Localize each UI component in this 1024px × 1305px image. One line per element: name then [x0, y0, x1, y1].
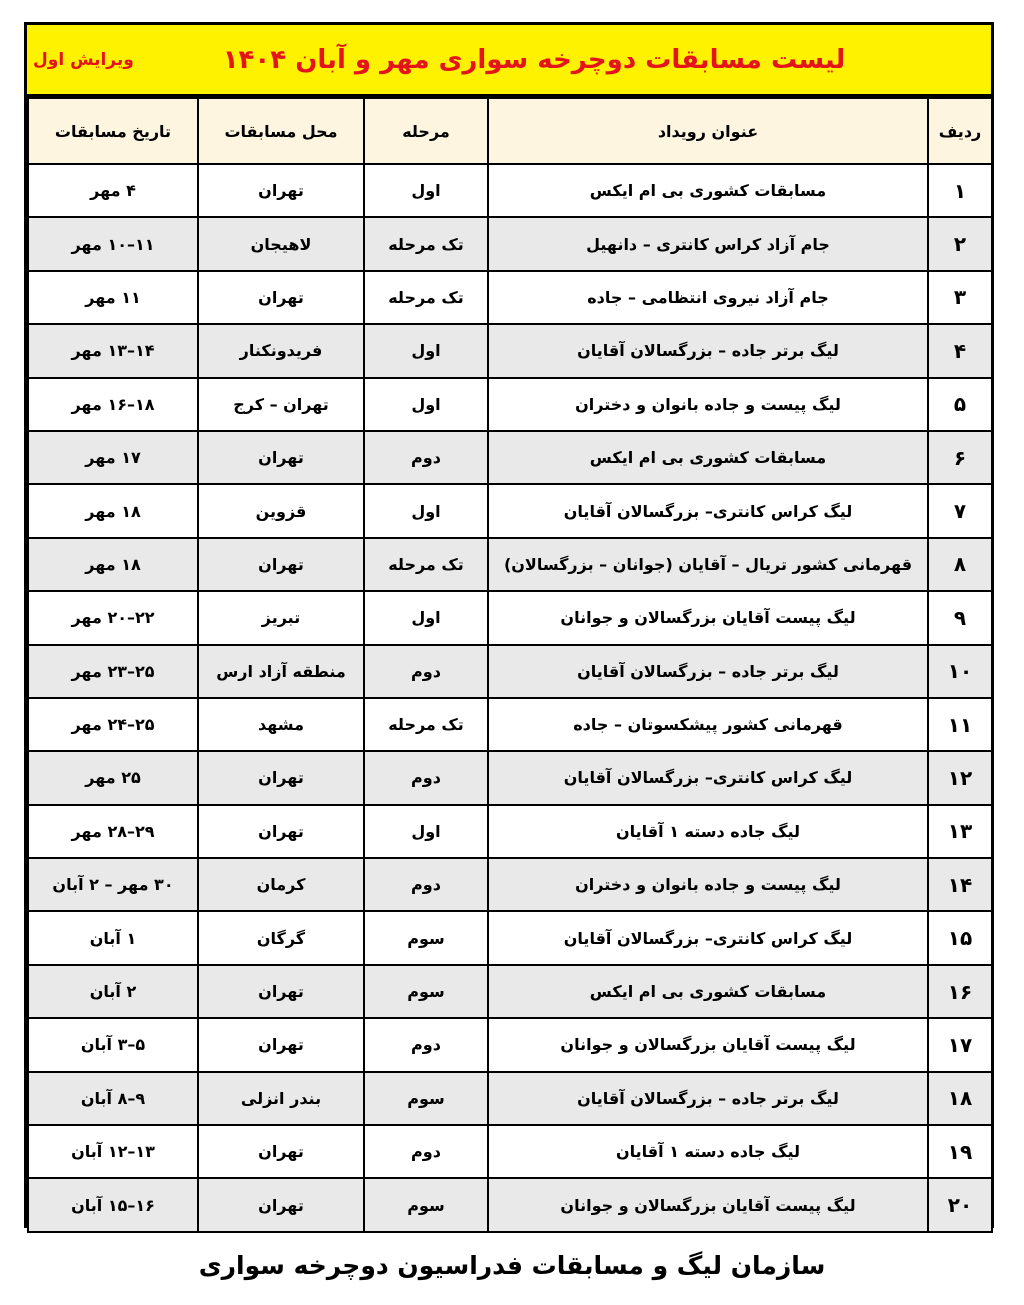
cell-event-title: جام آزاد نیروی انتظامی – جاده	[488, 271, 928, 324]
cell-venue: مشهد	[198, 698, 364, 751]
cell-venue: تهران – کرج	[198, 378, 364, 431]
cell-date: ۵–۳ آبان	[28, 1018, 198, 1071]
cell-venue: لاهیجان	[198, 217, 364, 270]
cell-venue: فریدونکنار	[198, 324, 364, 377]
cell-venue: تهران	[198, 1018, 364, 1071]
cell-venue: تهران	[198, 1178, 364, 1231]
cell-row-number: ۱۶	[928, 965, 992, 1018]
edition-label: ویرایش اول	[33, 49, 134, 70]
cell-event-title: مسابقات کشوری بی ام ایکس	[488, 164, 928, 217]
cell-stage: اول	[364, 805, 488, 858]
cell-stage: اول	[364, 378, 488, 431]
organization-footer: سازمان لیگ و مسابقات فدراسیون دوچرخه سواری	[198, 1250, 826, 1280]
cell-row-number: ۱۳	[928, 805, 992, 858]
cell-stage: سوم	[364, 965, 488, 1018]
table-row	[28, 1125, 992, 1178]
cell-stage: سوم	[364, 1178, 488, 1231]
table-row	[28, 1072, 992, 1125]
cell-date: ۱ آبان	[28, 911, 198, 964]
cell-venue: تهران	[198, 271, 364, 324]
table-row	[28, 645, 992, 698]
cell-venue: تهران	[198, 805, 364, 858]
cell-date: ۳۰ مهر – ۲ آبان	[28, 858, 198, 911]
column-header-row-number: ردیف	[928, 98, 992, 164]
cell-event-title: لیگ پیست آقایان بزرگسالان و جوانان	[488, 591, 928, 644]
table-row	[28, 164, 992, 217]
cell-event-title: لیگ پیست و جاده بانوان و دختران	[488, 378, 928, 431]
cell-event-title: مسابقات کشوری بی ام ایکس	[488, 431, 928, 484]
cell-date: ۱۷ مهر	[28, 431, 198, 484]
cell-date: ۱۱–۱۰ مهر	[28, 217, 198, 270]
cell-date: ۲۹–۲۸ مهر	[28, 805, 198, 858]
cell-date: ۱۶–۱۵ آبان	[28, 1178, 198, 1231]
cell-row-number: ۱۹	[928, 1125, 992, 1178]
cell-row-number: ۸	[928, 538, 992, 591]
cell-row-number: ۲	[928, 217, 992, 270]
cell-venue: تبریز	[198, 591, 364, 644]
cell-stage: دوم	[364, 858, 488, 911]
table-row	[28, 1178, 992, 1231]
cell-stage: دوم	[364, 431, 488, 484]
table-row	[28, 591, 992, 644]
cell-row-number: ۵	[928, 378, 992, 431]
cell-row-number: ۴	[928, 324, 992, 377]
cell-stage: دوم	[364, 1125, 488, 1178]
cell-event-title: مسابقات کشوری بی ام ایکس	[488, 965, 928, 1018]
cell-stage: تک مرحله	[364, 538, 488, 591]
cell-stage: دوم	[364, 645, 488, 698]
cell-event-title: لیگ برتر جاده – بزرگسالان آقایان	[488, 645, 928, 698]
cell-date: ۲۵–۲۳ مهر	[28, 645, 198, 698]
cell-venue: تهران	[198, 965, 364, 1018]
cell-stage: اول	[364, 164, 488, 217]
table-row	[28, 1018, 992, 1071]
cell-row-number: ۱۲	[928, 751, 992, 804]
schedule-sheet	[24, 22, 994, 1228]
cell-date: ۲۵–۲۴ مهر	[28, 698, 198, 751]
cell-row-number: ۱۵	[928, 911, 992, 964]
table-row	[28, 965, 992, 1018]
cell-venue: گرگان	[198, 911, 364, 964]
cell-stage: تک مرحله	[364, 217, 488, 270]
title-bar	[27, 25, 991, 97]
table-row	[28, 698, 992, 751]
cell-date: ۱۸–۱۶ مهر	[28, 378, 198, 431]
cell-stage: سوم	[364, 911, 488, 964]
table-row	[28, 217, 992, 270]
table-row	[28, 431, 992, 484]
cell-date: ۱۴–۱۳ مهر	[28, 324, 198, 377]
cell-date: ۱۳–۱۲ آبان	[28, 1125, 198, 1178]
cell-venue: بندر انزلی	[198, 1072, 364, 1125]
table-row	[28, 378, 992, 431]
table-row	[28, 751, 992, 804]
table-row	[28, 858, 992, 911]
cell-venue: کرمان	[198, 858, 364, 911]
cell-venue: تهران	[198, 164, 364, 217]
table-header-row	[28, 98, 992, 164]
cell-row-number: ۱۴	[928, 858, 992, 911]
cell-venue: تهران	[198, 538, 364, 591]
cell-row-number: ۲۰	[928, 1178, 992, 1231]
cell-venue: تهران	[198, 431, 364, 484]
cell-event-title: لیگ کراس کانتری– بزرگسالان آقایان	[488, 751, 928, 804]
cell-row-number: ۱۷	[928, 1018, 992, 1071]
cell-event-title: قهرمانی کشور تریال – آقایان (جوانان – بزرگسالان)	[488, 538, 928, 591]
cell-stage: اول	[364, 591, 488, 644]
cell-row-number: ۹	[928, 591, 992, 644]
cell-row-number: ۱	[928, 164, 992, 217]
cell-event-title: لیگ برتر جاده – بزرگسالان آقایان	[488, 1072, 928, 1125]
cell-row-number: ۱۸	[928, 1072, 992, 1125]
cell-date: ۹–۸ آبان	[28, 1072, 198, 1125]
cell-date: ۱۸ مهر	[28, 538, 198, 591]
column-header-stage: مرحله	[364, 98, 488, 164]
cell-venue: قزوین	[198, 484, 364, 537]
column-header-venue: محل مسابقات	[198, 98, 364, 164]
table-row	[28, 324, 992, 377]
cell-event-title: لیگ جاده دسته ۱ آقایان	[488, 1125, 928, 1178]
column-header-event-title: عنوان رویداد	[488, 98, 928, 164]
cell-row-number: ۷	[928, 484, 992, 537]
table-row	[28, 484, 992, 537]
table-row	[28, 538, 992, 591]
cell-event-title: لیگ کراس کانتری– بزرگسالان آقایان	[488, 484, 928, 537]
cell-venue: تهران	[198, 1125, 364, 1178]
cell-event-title: جام آزاد کراس کانتری – دانهیل	[488, 217, 928, 270]
cell-row-number: ۱۱	[928, 698, 992, 751]
table-row	[28, 271, 992, 324]
cell-row-number: ۱۰	[928, 645, 992, 698]
competition-table	[27, 97, 993, 1233]
cell-event-title: لیگ کراس کانتری– بزرگسالان آقایان	[488, 911, 928, 964]
cell-event-title: لیگ برتر جاده – بزرگسالان آقایان	[488, 324, 928, 377]
table-row	[28, 805, 992, 858]
cell-row-number: ۶	[928, 431, 992, 484]
cell-stage: تک مرحله	[364, 698, 488, 751]
cell-row-number: ۳	[928, 271, 992, 324]
cell-stage: اول	[364, 484, 488, 537]
page-title: لیست مسابقات دوچرخه سواری مهر و آبان ۱۴۰۴	[222, 44, 846, 75]
cell-event-title: لیگ پیست و جاده بانوان و دختران	[488, 858, 928, 911]
table-row	[28, 911, 992, 964]
cell-stage: تک مرحله	[364, 271, 488, 324]
cell-venue: تهران	[198, 751, 364, 804]
cell-date: ۲ آبان	[28, 965, 198, 1018]
cell-event-title: لیگ پیست آقایان بزرگسالان و جوانان	[488, 1018, 928, 1071]
cell-stage: دوم	[364, 1018, 488, 1071]
cell-date: ۲۲–۲۰ مهر	[28, 591, 198, 644]
cell-stage: اول	[364, 324, 488, 377]
cell-date: ۲۵ مهر	[28, 751, 198, 804]
cell-stage: سوم	[364, 1072, 488, 1125]
cell-event-title: قهرمانی کشور پیشکسوتان – جاده	[488, 698, 928, 751]
cell-date: ۴ مهر	[28, 164, 198, 217]
cell-date: ۱۱ مهر	[28, 271, 198, 324]
cell-venue: منطقه آزاد ارس	[198, 645, 364, 698]
cell-date: ۱۸ مهر	[28, 484, 198, 537]
column-header-date: تاریخ مسابقات	[28, 98, 198, 164]
cell-stage: دوم	[364, 751, 488, 804]
cell-event-title: لیگ پیست آقایان بزرگسالان و جوانان	[488, 1178, 928, 1231]
cell-event-title: لیگ جاده دسته ۱ آقایان	[488, 805, 928, 858]
